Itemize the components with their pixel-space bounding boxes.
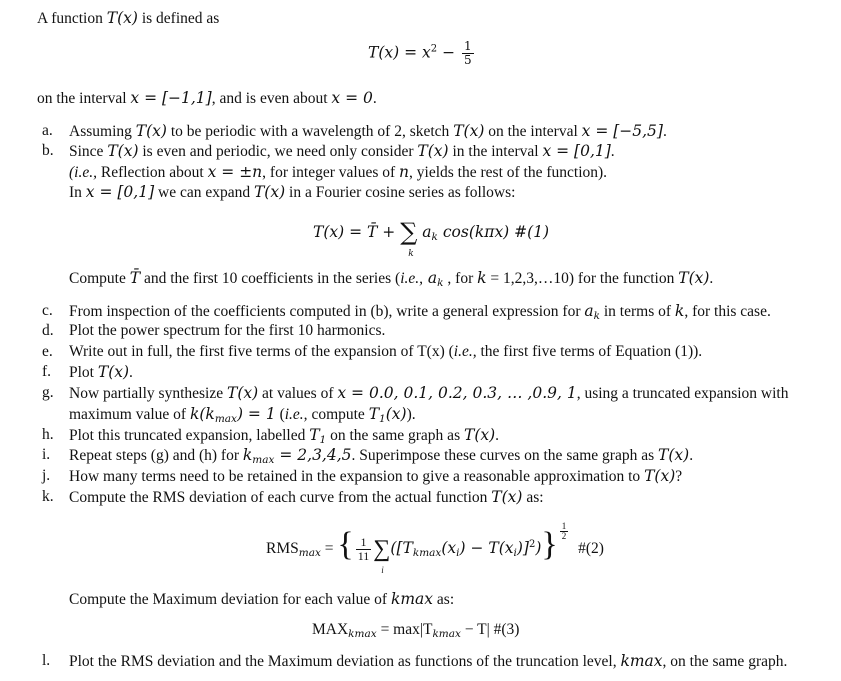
subscript: k (437, 277, 444, 289)
equation-3 (312, 621, 519, 640)
text: on the interval (484, 123, 582, 140)
equation-2 (266, 520, 604, 575)
superscript: 2 (528, 539, 536, 550)
item-l (69, 652, 787, 671)
text: , for this case. (684, 303, 771, 320)
item-label-a: a. (42, 122, 53, 139)
left-brace: { (337, 526, 354, 563)
item-label-h: h. (42, 426, 54, 443)
text: . Superimpose these curves on the same graph as (351, 447, 658, 464)
subscript: kmax (412, 547, 442, 559)
item-b-line2 (69, 163, 607, 182)
text: ? (675, 468, 683, 485)
text: the first five terms of Equation (1)). (476, 343, 703, 360)
math: T̄ (129, 269, 141, 287)
operator: − (442, 43, 456, 62)
item-h (69, 426, 499, 446)
text: in the interval (448, 143, 543, 160)
definition-equation (368, 40, 476, 67)
equation-tag: #(2) (578, 540, 604, 557)
text: , using a truncated expansion with (576, 385, 789, 402)
text: as: (522, 489, 544, 506)
item-b-line1 (69, 142, 615, 161)
subscript: max (298, 547, 321, 559)
text: Assuming (69, 123, 136, 140)
rms-body (390, 539, 541, 557)
math: cos(kπx) #(1) (437, 223, 550, 241)
denominator: 5 (464, 53, 472, 67)
text: and the first 10 coefficients in the series ( (140, 270, 401, 287)
text: = 1,2,3,…10) for the function (486, 270, 679, 287)
text: on the same graph as (326, 427, 464, 444)
summation (373, 533, 391, 575)
sigma-subscript: k (408, 249, 414, 259)
math: T(x) (453, 122, 485, 140)
intro-line (37, 9, 219, 28)
math: T(x) (678, 269, 710, 287)
item-d (69, 322, 385, 340)
item-k-line1 (69, 488, 544, 507)
subscript: k (431, 231, 438, 243)
subscript: kmax (348, 628, 377, 640)
text: on the interval (37, 90, 131, 107)
text: maximum value of (69, 406, 190, 423)
math: T(x) (226, 384, 259, 402)
math: = 2,3,4,5 (274, 446, 352, 464)
subscript: 1 (319, 434, 327, 446)
math: T(x) (491, 488, 523, 506)
subscript: max (252, 454, 275, 466)
text: is defined as (137, 10, 220, 27)
item-label-d: d. (42, 322, 54, 339)
math: x = ±n (207, 163, 263, 181)
item-f (69, 363, 133, 382)
sigma-symbol: ∑ (373, 536, 391, 562)
text: Plot the RMS deviation and the Maximum deviation as functions of the truncation level, (69, 653, 621, 670)
operator: = (320, 540, 334, 557)
text: , yields the rest of the function). (409, 164, 608, 181)
right-brace: } (541, 526, 558, 563)
math: k(k (189, 405, 215, 423)
interval-line (37, 89, 377, 108)
item-label-e: e. (42, 343, 53, 360)
text: Now partially synthesize (69, 385, 227, 402)
item-b-line4 (69, 269, 713, 289)
math: ) = 1 (236, 405, 276, 423)
math: x = 0 (331, 89, 373, 107)
math: ) (535, 539, 542, 557)
rms-lhs (266, 540, 334, 557)
text: , for integer values of (262, 164, 400, 181)
text: MAX (312, 621, 349, 638)
item-e (69, 343, 702, 361)
text: Plot the power spectrum for the first 10 harmonics. (69, 322, 386, 339)
subscript: kmax (432, 628, 461, 640)
math: T(x) (463, 426, 496, 444)
math: = max|T (376, 621, 433, 638)
math: T(x) = x (368, 43, 431, 62)
text: RMS (266, 540, 299, 557)
item-label-k: k. (42, 488, 54, 505)
text: Plot (69, 364, 98, 381)
math: T(x) (135, 122, 167, 140)
text: is even and periodic, we need only consider (138, 143, 418, 160)
text: . (372, 90, 377, 107)
text: we can expand (154, 184, 254, 201)
item-g-line1 (69, 384, 789, 403)
sigma-subscript: i (381, 565, 384, 575)
subscript: i (456, 547, 460, 559)
item-g-line2 (69, 405, 416, 425)
math: k (242, 446, 253, 464)
fraction (462, 40, 474, 67)
text: ). (406, 406, 416, 423)
text: . (129, 364, 133, 381)
superscript: 2 (430, 43, 438, 55)
math: T(x) = T̄ + (313, 223, 396, 241)
item-a (69, 122, 667, 141)
text: , and is even about (211, 90, 332, 107)
text: (i.e., (69, 164, 97, 181)
math: kmax (390, 590, 434, 608)
sigma-symbol: ∑ (400, 218, 418, 246)
summation (400, 215, 418, 259)
text: In (69, 184, 86, 201)
text: at values of (258, 385, 338, 402)
math: x = 0.0, 0.1, 0.2, 0.3, … ,0.9, 1 (337, 384, 577, 402)
math: T(x) (417, 142, 449, 160)
math: x = [−1,1] (130, 89, 212, 107)
text: . (662, 123, 667, 140)
math: a (423, 269, 438, 287)
text: Compute (69, 270, 130, 287)
numerator: 1 (356, 536, 372, 550)
item-b-line3 (69, 183, 515, 202)
denominator: 11 (357, 548, 370, 563)
subscript: i (513, 547, 517, 559)
item-j (69, 467, 682, 486)
item-label-c: c. (42, 302, 53, 319)
fraction (356, 536, 372, 563)
text: Plot this truncated expansion, labelled (69, 427, 310, 444)
item-label-j: j. (42, 467, 51, 484)
text: i.e., (400, 270, 423, 287)
math: T(x) (253, 183, 286, 201)
text: in terms of (600, 303, 675, 320)
math: x = [−5,5] (581, 122, 663, 140)
text: Since (69, 143, 108, 160)
math: a (422, 223, 432, 241)
denominator: 2 (561, 530, 567, 541)
item-label-b: b. (42, 142, 54, 159)
math: x = [0,1] (85, 183, 155, 201)
numerator: 1 (561, 520, 567, 531)
math: k (477, 269, 487, 287)
text: Compute the RMS deviation of each curve from the actual function (69, 489, 492, 506)
math: kmax (620, 652, 663, 670)
text: to be periodic with a wavelength of 2, sketch (166, 123, 454, 140)
text: Write out in full, the first five terms of the expansion of T(x) ( (69, 343, 454, 360)
math: (x (441, 539, 457, 557)
item-c (69, 302, 771, 322)
text: . (709, 270, 714, 287)
math: − T| #(3) (460, 621, 520, 638)
text: . (495, 427, 500, 444)
item-label-f: f. (42, 363, 52, 380)
text: as: (433, 591, 455, 608)
math: n (399, 163, 410, 181)
text: A function (37, 10, 107, 27)
item-k-line2 (69, 590, 454, 609)
item-i (69, 446, 693, 466)
math: ) − T(x (459, 539, 514, 557)
math: )] (516, 539, 529, 557)
math: T (368, 405, 380, 423)
text: From inspection of the coefficients computed in (b), write a general expression for (69, 303, 585, 320)
item-label-l: l. (42, 652, 51, 669)
text: in a Fourier cosine series as follows: (285, 184, 516, 201)
subscript: max (214, 413, 237, 425)
text: compute (307, 406, 369, 423)
text: i.e., (453, 343, 477, 360)
text: , for (443, 270, 478, 287)
math: x = [0,1] (542, 142, 611, 160)
text: How many terms need to be retained in the expansion to give a reasonable approximation to (69, 468, 645, 485)
equation-1 (313, 215, 550, 259)
math: T(x) (107, 142, 139, 160)
text: . (610, 143, 615, 160)
text: Reflection about (96, 164, 208, 181)
math: ([T (390, 539, 413, 557)
text: , on the same graph. (662, 653, 788, 670)
text: i.e., (284, 406, 308, 423)
math: T(x) (106, 9, 138, 27)
math: T (309, 426, 320, 444)
text: Repeat steps (g) and (h) for (69, 447, 243, 464)
text: Compute the Maximum deviation for each value of (69, 591, 391, 608)
math: T(x) (644, 467, 676, 485)
item-label-i: i. (42, 446, 51, 463)
math: T(x) (97, 363, 130, 381)
math: a (584, 302, 594, 320)
text: . (689, 447, 694, 464)
text: ( (275, 406, 285, 423)
item-label-g: g. (42, 384, 54, 401)
numerator: 1 (464, 39, 472, 53)
exponent-fraction (560, 522, 569, 541)
math: k (674, 302, 685, 320)
math: T(x) (658, 446, 690, 464)
subscript: k (593, 310, 600, 322)
subscript: 1 (379, 413, 386, 425)
math: (x) (385, 405, 407, 423)
